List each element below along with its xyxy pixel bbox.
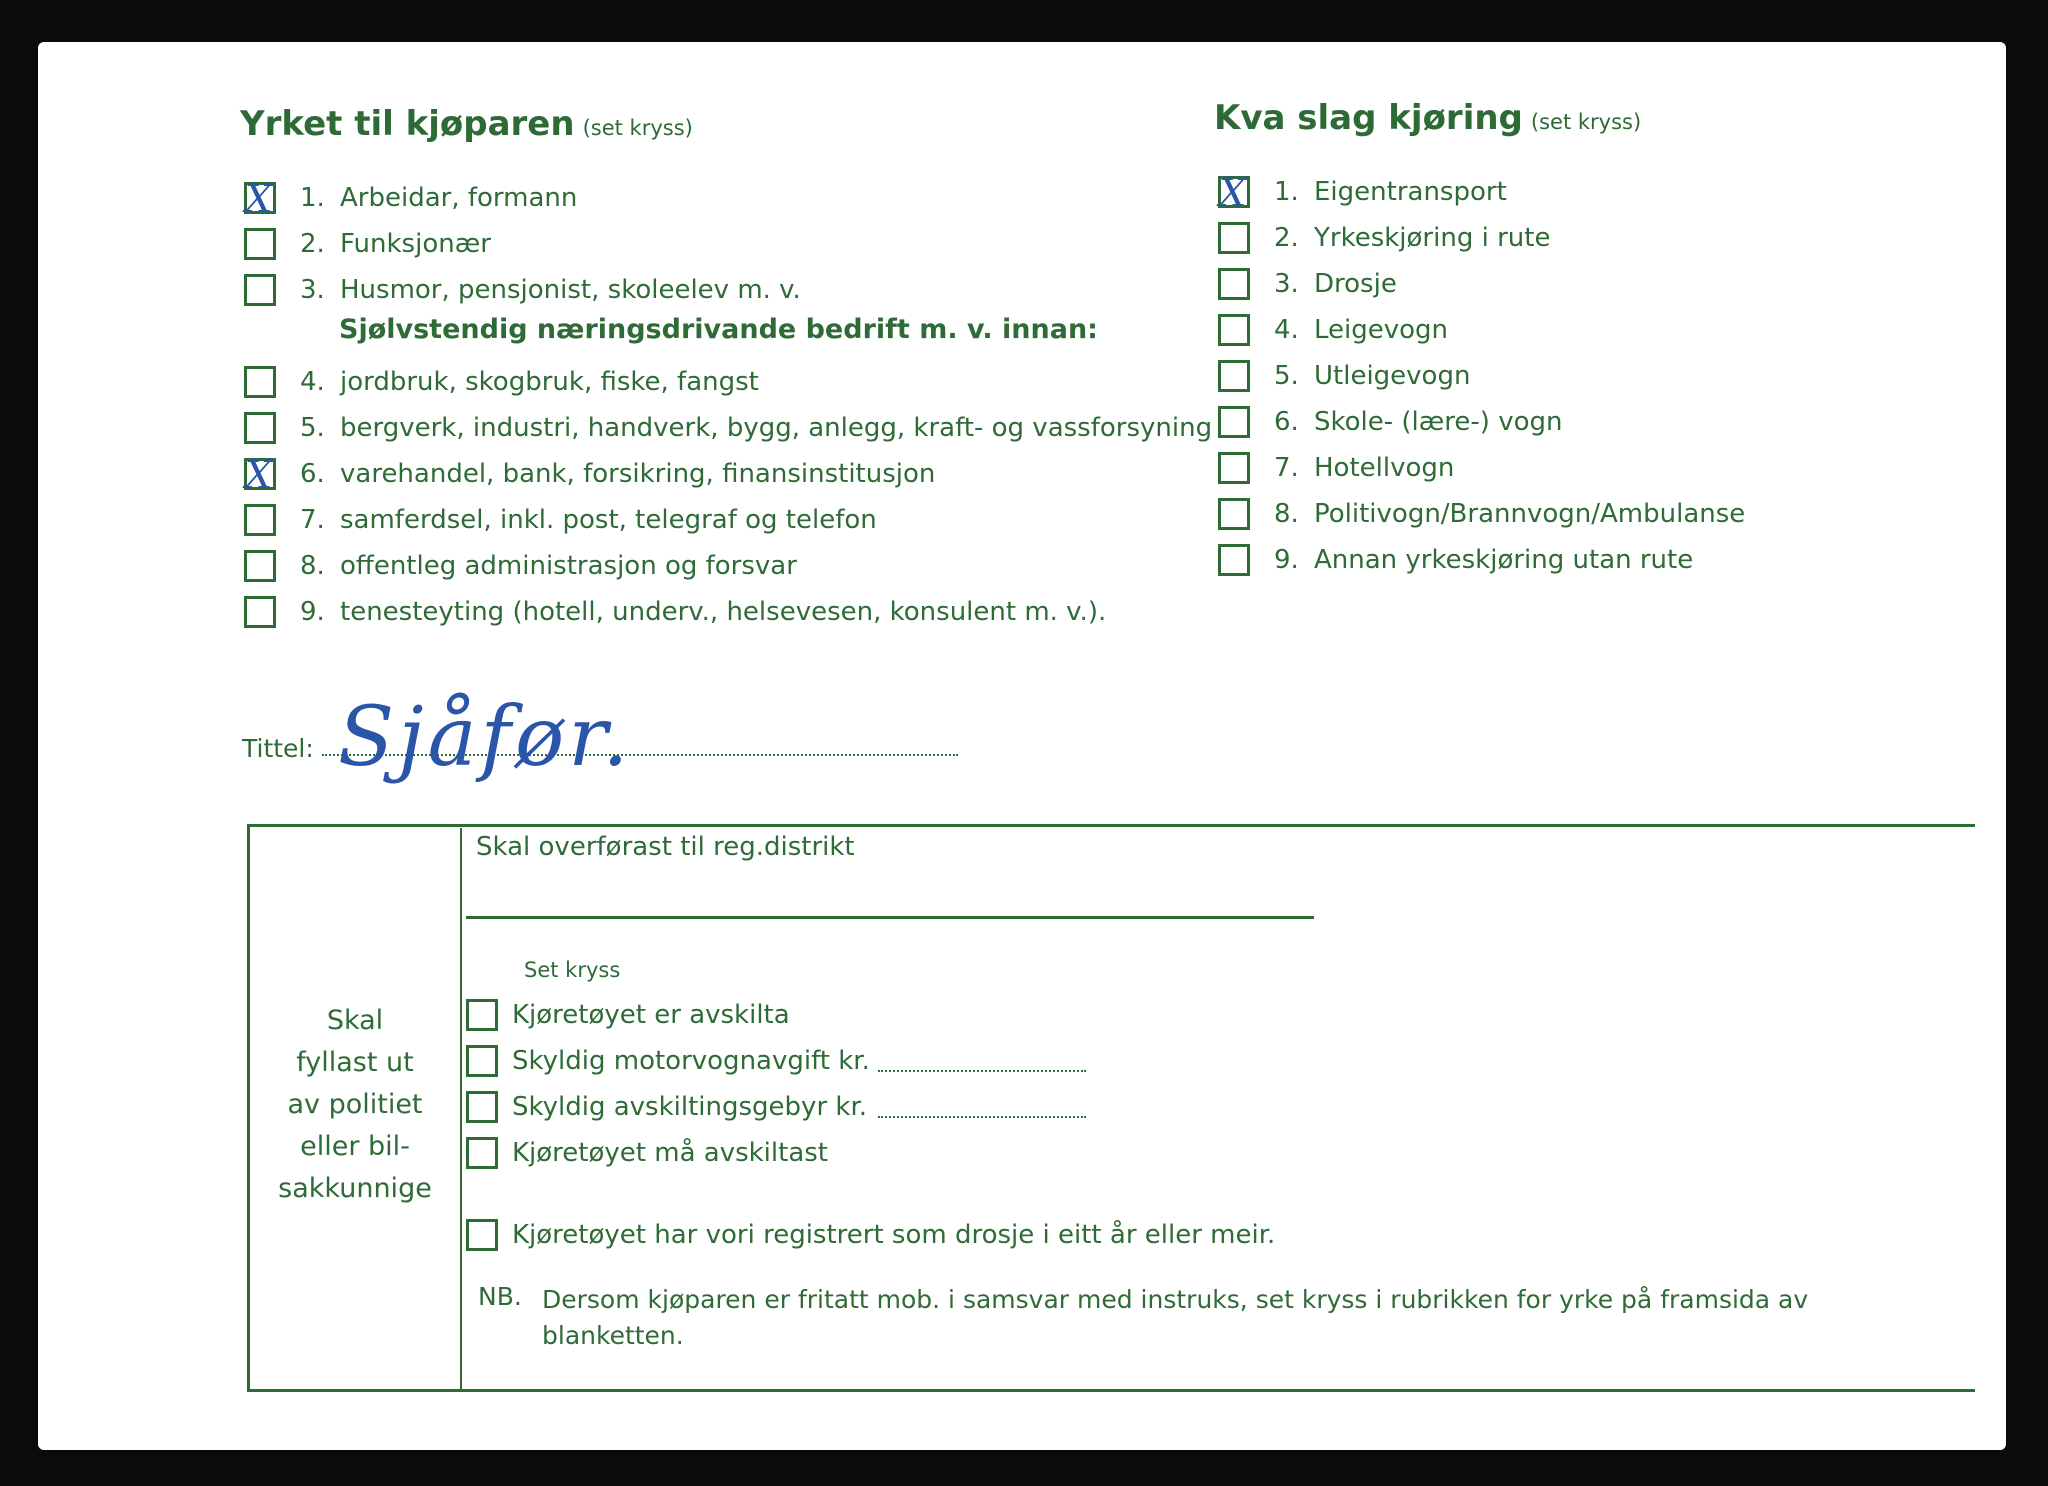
item-number: 2. bbox=[1274, 223, 1299, 253]
item-label: samferdsel, inkl. post, telegraf og telefon bbox=[340, 505, 877, 535]
checkbox[interactable] bbox=[466, 999, 498, 1031]
occupation-item-1[interactable] bbox=[244, 177, 578, 221]
driving-title: Kva slag kjøring bbox=[1214, 98, 1523, 138]
checkbox[interactable] bbox=[466, 1219, 498, 1251]
police-side-label: Skal fyllast ut av politiet eller bil- sakkunnige bbox=[278, 1005, 432, 1204]
driving-item-5[interactable] bbox=[1218, 357, 1470, 395]
section-top-border bbox=[247, 824, 1975, 827]
checkbox[interactable] bbox=[1218, 171, 1250, 215]
checkbox[interactable] bbox=[1218, 268, 1250, 300]
driving-hint: (set kryss) bbox=[1530, 110, 1642, 134]
checkbox[interactable] bbox=[244, 504, 276, 536]
checkbox[interactable] bbox=[466, 1045, 498, 1077]
item-label: Leigevogn bbox=[1314, 315, 1449, 345]
item-number: 1. bbox=[300, 183, 325, 213]
police-check-5[interactable] bbox=[466, 1216, 1275, 1254]
driving-item-8[interactable] bbox=[1218, 495, 1745, 533]
item-number: 8. bbox=[300, 551, 325, 581]
item-number: 6. bbox=[300, 459, 325, 489]
title-label: Tittel: bbox=[242, 734, 314, 763]
item-label: tenesteyting (hotell, underv., helsevesen, konsulent m. v.). bbox=[340, 597, 1107, 627]
police-check-1[interactable] bbox=[466, 996, 790, 1034]
driving-item-7[interactable] bbox=[1218, 449, 1454, 487]
driving-item-3[interactable] bbox=[1218, 265, 1397, 303]
occupation-title: Yrket til kjøparen bbox=[240, 104, 575, 144]
checkbox[interactable] bbox=[1218, 360, 1250, 392]
checkbox[interactable] bbox=[244, 274, 276, 306]
self-employed-heading: Sjølvstendig næringsdrivande bedrift m. v. innan: bbox=[339, 314, 1098, 345]
item-label: Husmor, pensjonist, skoleelev m. v. bbox=[340, 275, 801, 305]
check-label: Kjøretøyet må avskiltast bbox=[512, 1138, 828, 1168]
police-check-3[interactable] bbox=[466, 1088, 867, 1126]
nb-text: Dersom kjøparen er fritatt mob. i samsvar med instruks, set kryss i rubrikken for yrke på framsida av blanketten. bbox=[542, 1285, 1809, 1350]
item-label: Hotellvogn bbox=[1314, 453, 1455, 483]
item-number: 2. bbox=[300, 229, 325, 259]
checkbox[interactable] bbox=[244, 366, 276, 398]
item-number: 6. bbox=[1274, 407, 1299, 437]
occupation-item-5[interactable] bbox=[244, 409, 1212, 447]
motor-fee-dotted-line[interactable] bbox=[878, 1070, 1086, 1072]
check-mark-icon: X bbox=[245, 453, 273, 497]
item-number: 4. bbox=[300, 367, 325, 397]
section-bottom-border bbox=[247, 1389, 1975, 1392]
item-number: 9. bbox=[300, 597, 325, 627]
item-number: 7. bbox=[300, 505, 325, 535]
item-number: 9. bbox=[1274, 545, 1299, 575]
item-label: Politivogn/Brannvogn/Ambulanse bbox=[1314, 499, 1746, 529]
check-mark-icon: X bbox=[245, 177, 273, 221]
check-label: Skyldig avskiltingsgebyr kr. bbox=[512, 1092, 868, 1122]
occupation-item-6[interactable] bbox=[244, 453, 936, 497]
driving-item-9[interactable] bbox=[1218, 541, 1693, 579]
occupation-item-4[interactable] bbox=[244, 363, 759, 401]
title-value-handwritten[interactable]: Sjåfør. bbox=[338, 690, 633, 785]
checkbox[interactable] bbox=[1218, 222, 1250, 254]
police-hint: Set kryss bbox=[524, 958, 621, 982]
form-card bbox=[38, 42, 2006, 1450]
driving-item-6[interactable] bbox=[1218, 403, 1563, 441]
item-label: Drosje bbox=[1314, 269, 1397, 299]
item-number: 3. bbox=[1274, 269, 1299, 299]
item-number: 7. bbox=[1274, 453, 1299, 483]
item-number: 5. bbox=[300, 413, 325, 443]
occupation-item-7[interactable] bbox=[244, 501, 877, 539]
driving-item-4[interactable] bbox=[1218, 311, 1448, 349]
driving-item-2[interactable] bbox=[1218, 219, 1550, 257]
item-label: bergverk, industri, handverk, bygg, anlegg, kraft- og vassforsyning bbox=[340, 413, 1213, 443]
driving-heading bbox=[1214, 98, 1641, 138]
police-check-2[interactable] bbox=[466, 1042, 870, 1080]
item-label: jordbruk, skogbruk, fiske, fangst bbox=[340, 367, 759, 397]
transfer-line[interactable] bbox=[466, 916, 1314, 919]
item-number: 1. bbox=[1274, 177, 1299, 207]
nb-label: NB. bbox=[478, 1282, 522, 1311]
checkbox[interactable] bbox=[1218, 544, 1250, 576]
checkbox[interactable] bbox=[244, 596, 276, 628]
checkbox[interactable] bbox=[244, 177, 276, 221]
item-label: offentleg administrasjon og forsvar bbox=[340, 551, 797, 581]
item-label: Arbeidar, formann bbox=[340, 183, 578, 213]
occupation-item-2[interactable] bbox=[244, 225, 491, 263]
item-label: Yrkeskjøring i rute bbox=[1314, 223, 1551, 253]
checkbox[interactable] bbox=[244, 550, 276, 582]
checkbox[interactable] bbox=[244, 412, 276, 444]
section-divider bbox=[460, 828, 462, 1390]
item-label: Utleigevogn bbox=[1314, 361, 1471, 391]
checkbox[interactable] bbox=[1218, 314, 1250, 346]
checkbox[interactable] bbox=[1218, 406, 1250, 438]
section-left-border bbox=[247, 824, 250, 1392]
item-number: 3. bbox=[300, 275, 325, 305]
item-number: 8. bbox=[1274, 499, 1299, 529]
item-label: varehandel, bank, forsikring, finansinstitusjon bbox=[340, 459, 936, 489]
plate-fee-dotted-line[interactable] bbox=[878, 1116, 1086, 1118]
occupation-heading bbox=[240, 104, 693, 144]
occupation-item-3[interactable] bbox=[244, 271, 801, 309]
transfer-label: Skal overførast til reg.distrikt bbox=[476, 832, 855, 862]
police-check-4[interactable] bbox=[466, 1134, 828, 1172]
item-number: 5. bbox=[1274, 361, 1299, 391]
check-label: Kjøretøyet er avskilta bbox=[512, 1000, 790, 1030]
checkbox[interactable] bbox=[1218, 452, 1250, 484]
checkbox[interactable] bbox=[466, 1137, 498, 1169]
checkbox[interactable] bbox=[244, 453, 276, 497]
occupation-item-8[interactable] bbox=[244, 547, 797, 585]
check-label: Skyldig motorvognavgift kr. bbox=[512, 1046, 870, 1076]
checkbox[interactable] bbox=[466, 1091, 498, 1123]
checkbox[interactable] bbox=[244, 228, 276, 260]
item-label: Eigentransport bbox=[1314, 177, 1507, 207]
driving-item-1[interactable] bbox=[1218, 171, 1507, 215]
checkbox[interactable] bbox=[1218, 498, 1250, 530]
occupation-hint: (set kryss) bbox=[582, 116, 693, 140]
item-label: Skole- (lære-) vogn bbox=[1314, 407, 1563, 437]
check-mark-icon: X bbox=[1219, 171, 1247, 215]
item-number: 4. bbox=[1274, 315, 1299, 345]
check-label: Kjøretøyet har vori registrert som drosje i eitt år eller meir. bbox=[512, 1220, 1276, 1250]
item-label: Funksjonær bbox=[340, 229, 491, 259]
item-label: Annan yrkeskjøring utan rute bbox=[1314, 545, 1694, 575]
occupation-item-9[interactable] bbox=[244, 593, 1106, 631]
